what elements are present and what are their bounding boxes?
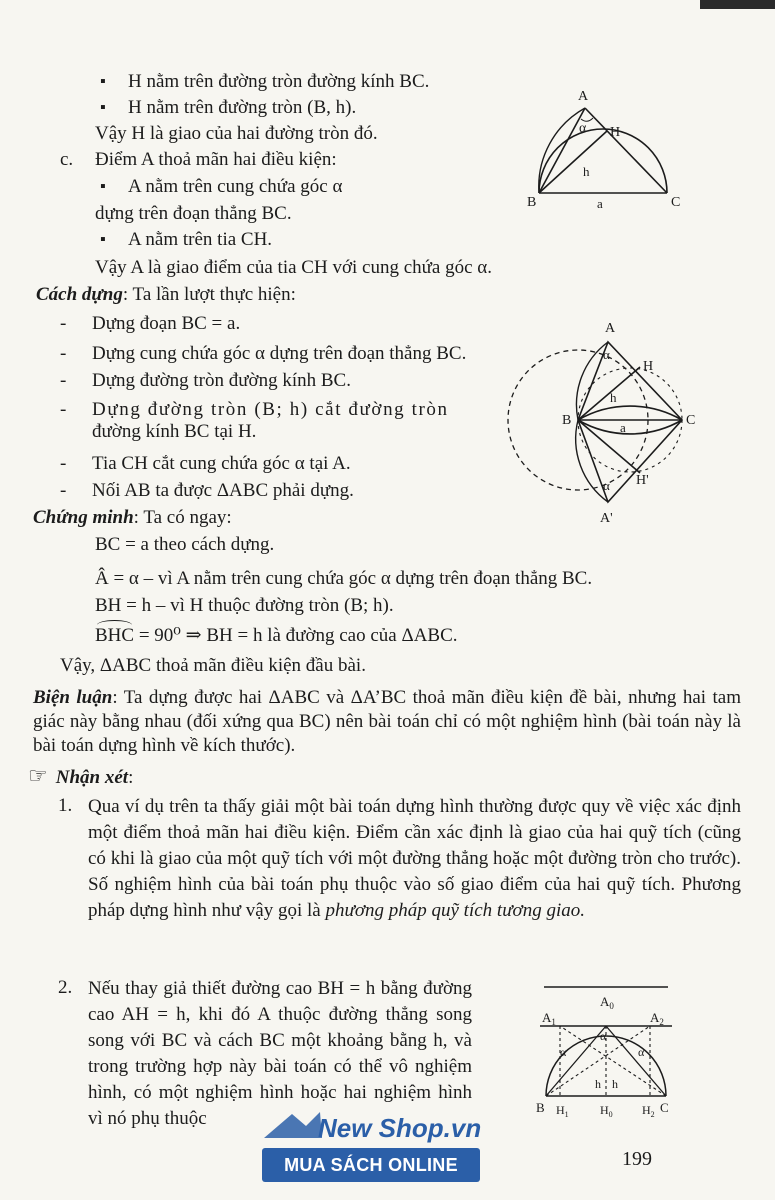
shop-watermark — [262, 1108, 482, 1184]
proof-heading — [33, 506, 232, 530]
pointing-hand-icon: ☞ — [28, 763, 48, 788]
fig2-label-b: B — [562, 413, 572, 428]
step-dash-5: - — [60, 453, 67, 474]
bullet-line-3-cont: dựng trên đoạn thẳng BC. — [95, 203, 292, 224]
fig1-label-alpha: α — [579, 121, 587, 136]
step-2: Dựng cung chứa góc α dựng trên đoạn thẳng BC. — [92, 343, 467, 364]
fig2-triangles — [578, 342, 682, 502]
fig2-label-h-length: h — [610, 390, 617, 405]
arc-angle-bhc — [95, 624, 134, 648]
fig3-label-alpha-0: α — [600, 1029, 607, 1043]
fig3-label-a2: $A_2$ — [650, 1010, 664, 1027]
conclusion-h: Vậy H là giao của hai đường tròn đó. — [95, 123, 378, 144]
page-number: 199 — [622, 1148, 652, 1170]
arc-angle-label: BHC — [95, 625, 135, 646]
proof-line-2: Â = α – vì A nằm trên cung chứa góc α dựng trên đoạn thẳng BC. — [95, 568, 593, 589]
fig1-semicircle — [539, 129, 667, 193]
fig3-label-a1: $A_1$ — [542, 1010, 556, 1027]
fig2-bh — [578, 367, 640, 420]
figure-2-construction — [500, 312, 710, 532]
bullet-line-1: ▪ H nằm trên đường tròn đường kính BC. — [128, 70, 429, 94]
proof-label: Chứng minh — [33, 507, 134, 528]
shop-logo-mark — [264, 1112, 322, 1138]
remark-2-number: 2. — [58, 977, 73, 998]
fig3-label-h2: $H_2$ — [642, 1103, 655, 1118]
fig2-arc-top — [578, 406, 682, 420]
proof-line-1: BC = a theo cách dựng. — [95, 534, 275, 555]
fig1-bh — [539, 131, 607, 193]
remark-1-number: 1. — [58, 795, 73, 816]
proof-conclusion: Vậy, ΔABC thoả mãn điều kiện đầu bài. — [60, 655, 366, 676]
fig1-label-h-length: h — [583, 164, 590, 179]
step-6: Nối AB ta được ΔABC phải dựng. — [92, 480, 354, 501]
fig3-label-a0: $A_0$ — [600, 994, 614, 1011]
shop-banner: MUA SÁCH ONLINE — [262, 1148, 480, 1182]
fig1-label-h: H — [610, 125, 621, 140]
discussion-paragraph — [33, 686, 741, 758]
proof-heading-rest: : Ta có ngay: — [133, 507, 232, 528]
conclusion-a: Vậy A là giao điểm của tia CH với cung chứa góc α. — [95, 257, 493, 278]
proof-line-4 — [95, 624, 458, 648]
fig3-label-h-right: h — [612, 1077, 618, 1091]
remarks-heading — [28, 764, 133, 790]
fig2-label-a: A — [605, 321, 616, 336]
remark-2-text: Nếu thay giả thiết đường cao BH = h bằng đường cao AH = h, khi đó A thuộc đường thẳng song song với BC và cách BC một khoảng bằng h, và trong trường hợp này bài toán có thể vô nghiệm hình, có một nghiệm hình hoặc hai nghiệm hình vì nó phụ thuộc — [88, 978, 472, 1129]
proof-line-4-rest: = 90⁰ ⇒ BH = h là đường cao của ΔABC. — [134, 625, 458, 646]
figure-1-triangle — [525, 88, 685, 210]
fig2-label-side-a: a — [620, 420, 626, 435]
remarks-colon: : — [128, 767, 134, 788]
fig2-label-alpha-top: α — [603, 347, 610, 362]
bullet-line-2: ▪ H nằm trên đường tròn (B, h). — [128, 96, 356, 120]
fig1-ac — [585, 108, 667, 193]
step-dash-4: - — [60, 399, 67, 420]
discussion-label: Biện luận — [33, 687, 113, 708]
fig2-label-a-prime: A' — [600, 511, 613, 526]
fig1-label-b: B — [527, 195, 537, 210]
fig1-label-side-a: a — [597, 196, 603, 210]
step-4b: đường kính BC tại H. — [92, 421, 257, 442]
fig3-label-h1: $H_1$ — [556, 1103, 569, 1118]
step-5: Tia CH cắt cung chứa góc α tại A. — [92, 453, 351, 474]
step-dash-3: - — [60, 370, 67, 391]
fig2-label-c: C — [686, 413, 696, 428]
remark-1-italic: phương pháp quỹ tích tương giao. — [325, 900, 585, 921]
fig3-label-b: B — [536, 1100, 545, 1115]
step-1: Dựng đoạn BC = a. — [92, 313, 241, 334]
proof-line-3: BH = h – vì H thuộc đường tròn (B; h). — [95, 595, 394, 616]
remark-1-body: Qua ví dụ trên ta thấy giải một bài toán dựng hình thường được quy về việc xác định một điểm thoả mãn hai điều kiện. Điểm cần xác định là giao của hai quỹ tích (cũng có khi là giao của một quỹ tích với một đường thẳng hoặc một đường tròn cho trước). Số nghiệm hình của bài toán phụ thuộc vào số giao điểm của hai quỹ tích. Phương pháp dựng hình như vậy gọi là — [88, 796, 741, 921]
figure-3-altitude — [530, 978, 680, 1118]
fig2-arc-bottom — [578, 420, 682, 434]
construction-heading-rest: : Ta lần lượt thực hiện: — [122, 284, 296, 305]
shop-logo — [262, 1108, 482, 1144]
step-3: Dựng đường tròn đường kính BC. — [92, 370, 351, 391]
item-c-text: Điểm A thoả mãn hai điều kiện: — [95, 149, 337, 170]
construction-label: Cách dựng — [36, 284, 123, 305]
remark-1-text — [88, 794, 741, 924]
scan-edge — [700, 0, 775, 9]
step-dash-2: - — [60, 343, 67, 364]
step-dash-1: - — [60, 313, 67, 334]
shop-brand-text: New Shop.vn — [318, 1113, 482, 1143]
fig1-label-a: A — [578, 89, 589, 104]
bullet-line-3: ▪ A nằm trên cung chứa góc α — [128, 175, 342, 199]
step-4a: Dựng đường tròn (B; h) cắt đường tròn — [92, 399, 449, 420]
fig2-label-h: H — [643, 359, 654, 374]
fig3-label-alpha-2: α — [638, 1045, 645, 1059]
bullet-line-4: ▪ A nằm trên tia CH. — [128, 228, 272, 252]
remarks-label: Nhận xét — [55, 767, 129, 788]
fig3-label-alpha-1: α — [560, 1045, 567, 1059]
step-dash-6: - — [60, 480, 67, 501]
fig2-label-alpha-bottom: α — [603, 478, 610, 493]
fig3-label-h-left: h — [595, 1077, 601, 1091]
fig1-label-c: C — [671, 195, 681, 210]
item-c-number: c. — [60, 149, 74, 170]
construction-heading — [36, 283, 296, 307]
fig2-label-h-prime: H' — [636, 473, 649, 488]
fig3-label-c: C — [660, 1100, 669, 1115]
fig3-label-h0: $H_0$ — [600, 1103, 613, 1118]
discussion-text: : Ta dựng được hai ΔABC và ΔA’BC thoả mãn điều kiện đề bài, nhưng hai tam giác này bằng nhau (đối xứng qua BC) nên bài toán chỉ có một nghiệm hình (bài toán này là bài toán dựng hình về kích thước). — [33, 687, 741, 756]
